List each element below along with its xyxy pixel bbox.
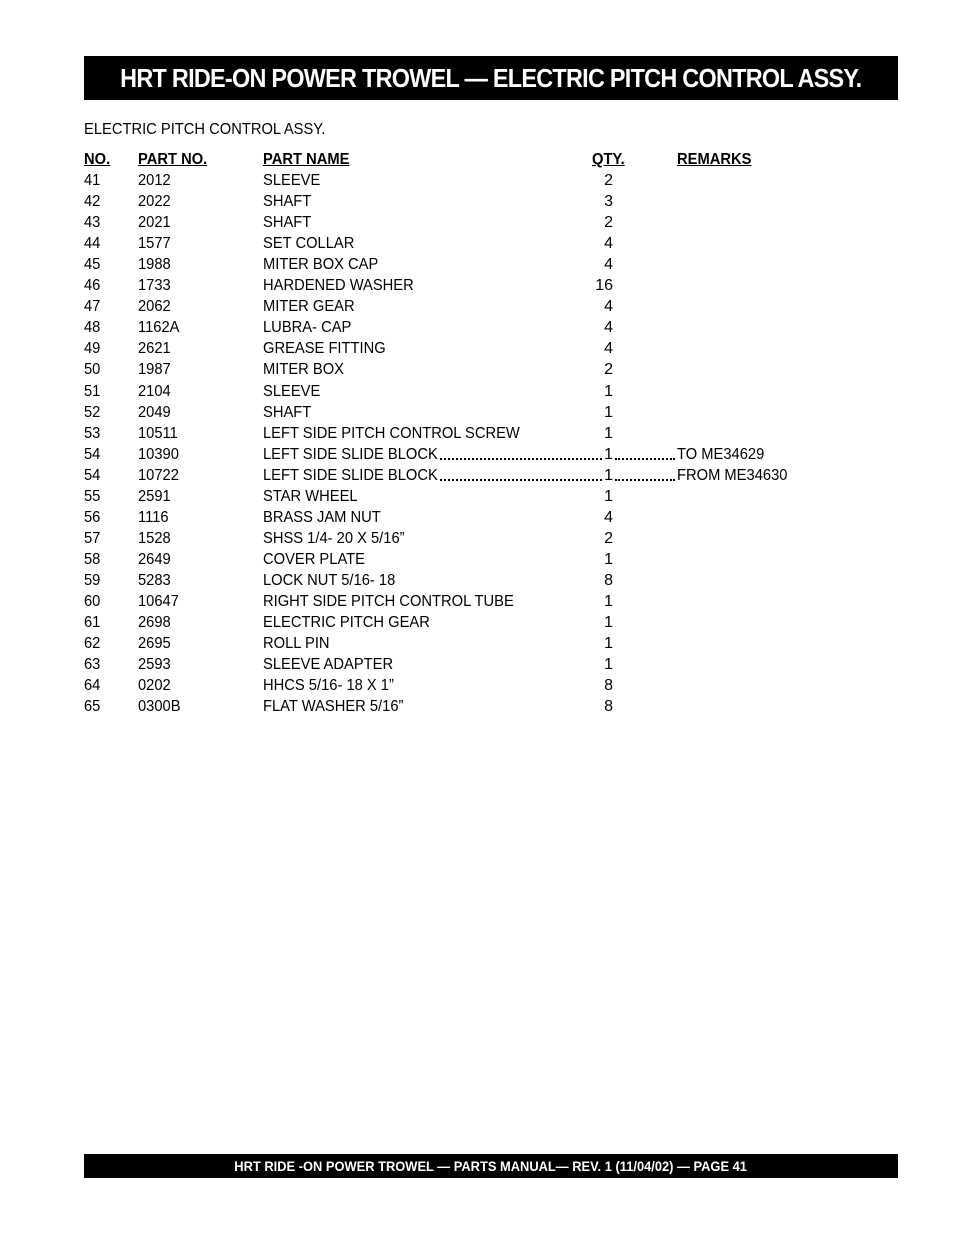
dot-leader	[615, 479, 675, 481]
part-number-index: 41	[84, 172, 101, 190]
part-number-index: 58	[84, 550, 101, 568]
part-name: MITER BOX	[263, 361, 344, 379]
part-qty: 8	[604, 571, 613, 589]
part-name: ELECTRIC PITCH GEAR	[263, 614, 430, 632]
part-number-index: 55	[84, 487, 101, 505]
part-qty: 1	[604, 424, 613, 442]
table-row	[84, 423, 864, 444]
part-no: 5283	[138, 571, 171, 589]
part-name: STAR WHEEL	[263, 487, 358, 505]
part-qty: 4	[604, 319, 613, 337]
table-row	[84, 275, 864, 296]
table-row	[84, 591, 864, 612]
part-number-index: 57	[84, 529, 101, 547]
part-qty: 1	[604, 635, 613, 653]
part-no: 1528	[138, 529, 171, 547]
table-header-row	[84, 149, 864, 170]
header-remarks: REMARKS	[677, 151, 752, 168]
section-title: ELECTRIC PITCH CONTROL ASSY.	[84, 121, 326, 138]
part-name: HARDENED WASHER	[263, 277, 414, 295]
part-name: ROLL PIN	[263, 635, 330, 653]
table-row	[84, 381, 864, 402]
table-row	[84, 233, 864, 254]
part-number-index: 44	[84, 235, 101, 253]
part-qty: 1	[604, 445, 613, 463]
part-no: 2022	[138, 193, 171, 211]
part-number-index: 49	[84, 340, 101, 358]
part-remarks: TO ME34629	[677, 445, 765, 463]
part-name: LUBRA- CAP	[263, 319, 352, 337]
part-qty: 4	[604, 298, 613, 316]
part-qty: 4	[604, 235, 613, 253]
part-no: 1116	[138, 508, 169, 526]
part-no: 2593	[138, 656, 171, 674]
dot-leader	[615, 458, 675, 460]
part-name: SLEEVE	[263, 382, 321, 400]
table-row	[84, 170, 864, 191]
part-name: GREASE FITTING	[263, 340, 386, 358]
part-no: 2049	[138, 403, 171, 421]
part-no: 2012	[138, 172, 171, 190]
part-name: FLAT WASHER 5/16”	[263, 698, 404, 716]
part-no: 2021	[138, 214, 171, 232]
table-row	[84, 317, 864, 338]
part-qty: 2	[604, 361, 613, 379]
table-row	[84, 696, 864, 717]
table-row	[84, 549, 864, 570]
table-row	[84, 212, 864, 233]
table-row	[84, 654, 864, 675]
part-number-index: 53	[84, 424, 101, 442]
part-qty: 2	[604, 214, 613, 232]
part-no: 1987	[138, 361, 171, 379]
part-qty: 1	[604, 550, 613, 568]
part-number-index: 47	[84, 298, 101, 316]
table-row	[84, 633, 864, 654]
part-number-index: 46	[84, 277, 101, 295]
part-no: 2695	[138, 635, 171, 653]
part-name: LEFT SIDE SLIDE BLOCK	[263, 466, 438, 484]
part-no: 10511	[138, 424, 178, 442]
table-row	[84, 444, 864, 465]
part-number-index: 62	[84, 635, 101, 653]
part-no: 1577	[138, 235, 171, 253]
part-no: 2621	[138, 340, 171, 358]
part-name: MITER GEAR	[263, 298, 355, 316]
part-number-index: 56	[84, 508, 101, 526]
part-name: SHAFT	[263, 193, 312, 211]
part-qty: 16	[595, 277, 613, 295]
table-row	[84, 570, 864, 591]
part-qty: 2	[604, 172, 613, 190]
part-no: 10722	[138, 466, 179, 484]
part-no: 1733	[138, 277, 171, 295]
table-row	[84, 528, 864, 549]
part-number-index: 50	[84, 361, 101, 379]
part-number-index: 42	[84, 193, 101, 211]
part-number-index: 43	[84, 214, 101, 232]
part-qty: 3	[604, 193, 613, 211]
table-row	[84, 254, 864, 275]
part-no: 2698	[138, 614, 171, 632]
part-no: 10390	[138, 445, 179, 463]
part-number-index: 61	[84, 614, 101, 632]
part-qty: 4	[604, 508, 613, 526]
part-qty: 1	[604, 656, 613, 674]
part-number-index: 51	[84, 382, 101, 400]
part-name: LOCK NUT 5/16- 18	[263, 571, 396, 589]
table-row	[84, 675, 864, 696]
part-qty: 4	[604, 340, 613, 358]
part-no: 0300B	[138, 698, 181, 716]
header-part-name: PART NAME	[263, 151, 350, 168]
table-row	[84, 191, 864, 212]
part-no: 2591	[138, 487, 171, 505]
part-number-index: 65	[84, 698, 101, 716]
part-qty: 8	[604, 677, 613, 695]
footer-bar	[84, 1154, 898, 1178]
part-name: BRASS JAM NUT	[263, 508, 381, 526]
part-no: 1162A	[138, 319, 180, 337]
part-name: HHCS 5/16- 18 X 1”	[263, 677, 394, 695]
part-qty: 2	[604, 529, 613, 547]
dot-leader	[440, 458, 602, 460]
part-qty: 8	[604, 698, 613, 716]
table-row	[84, 612, 864, 633]
page-title-bar	[84, 56, 898, 100]
part-name: LEFT SIDE PITCH CONTROL SCREW	[263, 424, 520, 442]
header-qty: QTY.	[592, 151, 625, 168]
part-number-index: 52	[84, 403, 101, 421]
part-name: SLEEVE ADAPTER	[263, 656, 394, 674]
part-number-index: 45	[84, 256, 101, 274]
parts-table-body	[84, 170, 864, 717]
dot-leader	[440, 479, 602, 481]
table-row	[84, 359, 864, 380]
table-row	[84, 465, 864, 486]
part-no: 1988	[138, 256, 171, 274]
part-name: SLEEVE	[263, 172, 321, 190]
part-name: COVER PLATE	[263, 550, 365, 568]
page-title: HRT RIDE-ON POWER TROWEL — ELECTRIC PITCH CONTROL ASSY.	[120, 62, 862, 93]
part-name: SET COLLAR	[263, 235, 355, 253]
table-row	[84, 296, 864, 317]
part-qty: 1	[604, 614, 613, 632]
part-qty: 1	[604, 487, 613, 505]
table-row	[84, 402, 864, 423]
part-remarks: FROM ME34630	[677, 466, 788, 484]
part-no: 2649	[138, 550, 171, 568]
part-no: 2062	[138, 298, 171, 316]
part-qty: 4	[604, 256, 613, 274]
part-name: RIGHT SIDE PITCH CONTROL TUBE	[263, 592, 514, 610]
part-number-index: 60	[84, 592, 101, 610]
part-no: 10647	[138, 592, 179, 610]
part-qty: 1	[604, 403, 613, 421]
header-no: NO.	[84, 151, 111, 168]
part-number-index: 48	[84, 319, 101, 337]
part-name: SHSS 1/4- 20 X 5/16”	[263, 529, 405, 547]
part-name: LEFT SIDE SLIDE BLOCK	[263, 445, 438, 463]
part-number-index: 63	[84, 656, 101, 674]
part-number-index: 59	[84, 571, 101, 589]
table-row	[84, 338, 864, 359]
part-qty: 1	[604, 382, 613, 400]
part-name: SHAFT	[263, 214, 312, 232]
part-no: 2104	[138, 382, 171, 400]
part-name: MITER BOX CAP	[263, 256, 379, 274]
part-number-index: 64	[84, 677, 101, 695]
part-number-index: 54	[84, 445, 101, 463]
table-row	[84, 507, 864, 528]
part-qty: 1	[604, 592, 613, 610]
part-no: 0202	[138, 677, 171, 695]
footer-text: HRT RIDE -ON POWER TROWEL — PARTS MANUAL— REV. 1 (11/04/02) — PAGE 41	[234, 1158, 748, 1174]
parts-table	[84, 149, 864, 717]
part-qty: 1	[604, 466, 613, 484]
header-part-no: PART NO.	[138, 151, 208, 168]
part-number-index: 54	[84, 466, 101, 484]
table-row	[84, 486, 864, 507]
part-name: SHAFT	[263, 403, 312, 421]
